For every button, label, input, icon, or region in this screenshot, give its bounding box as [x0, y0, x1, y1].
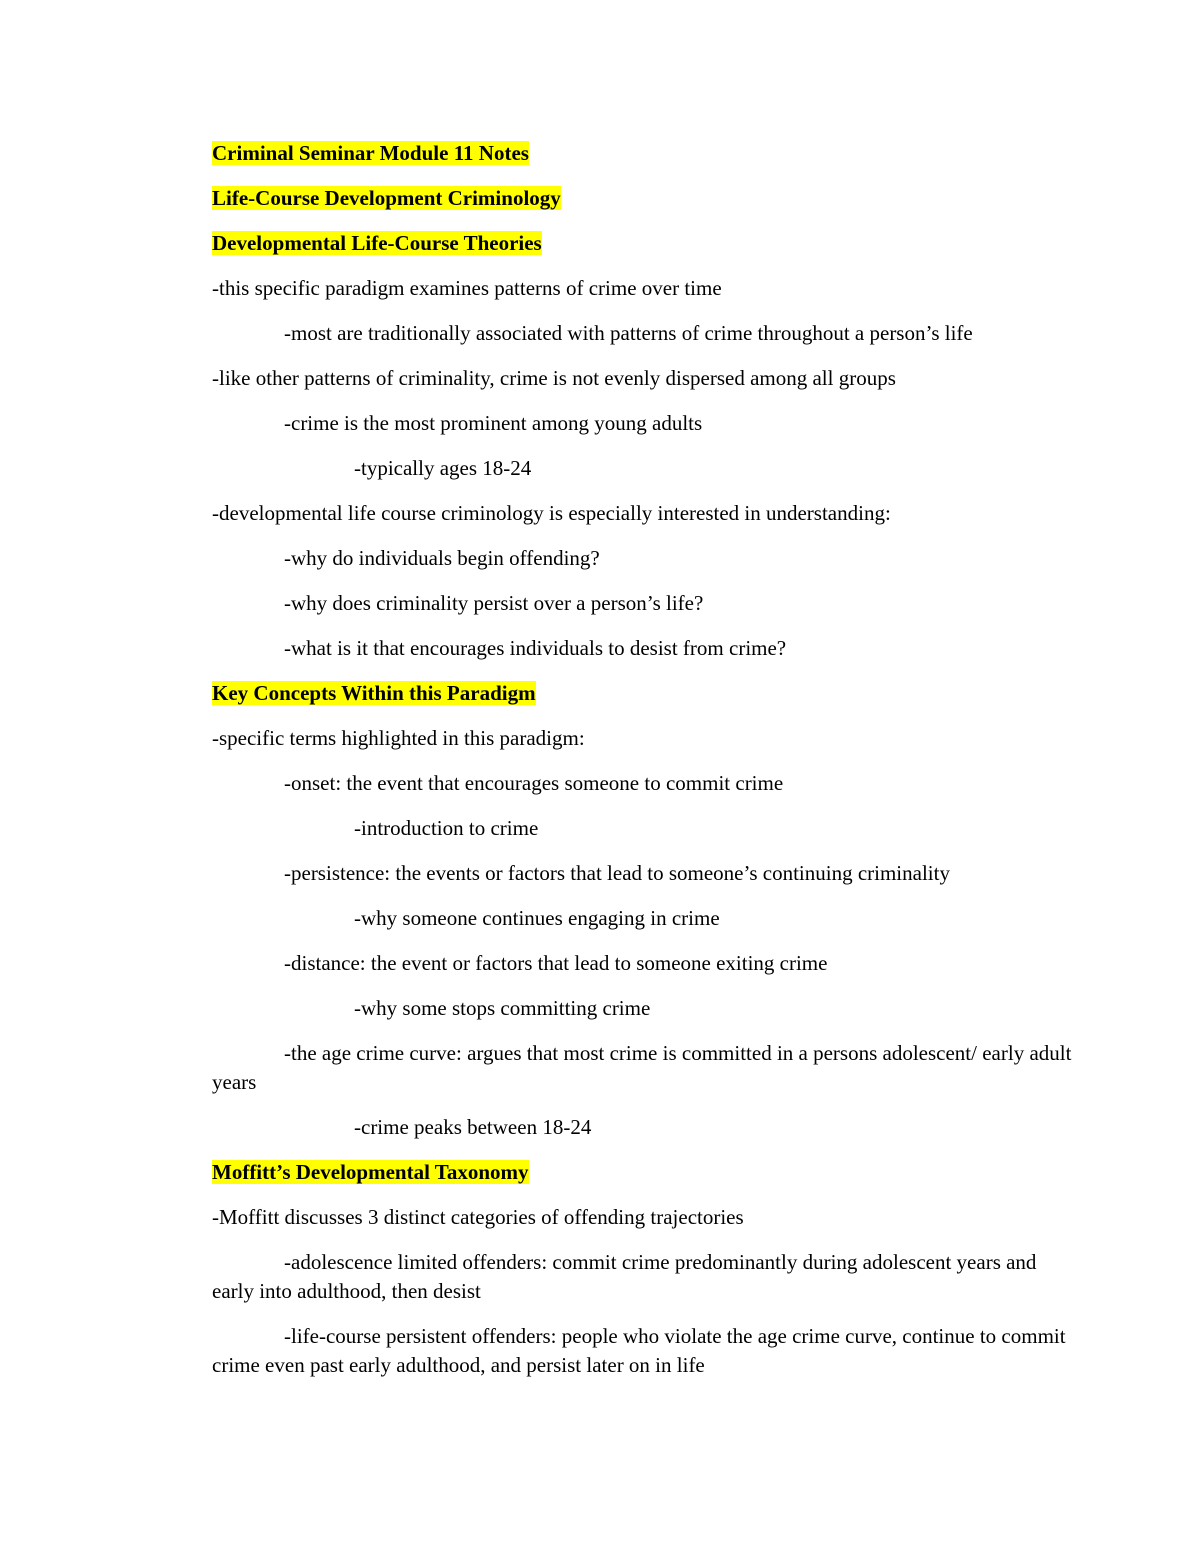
note-line: -adolescence limited offenders: commit crime predominantly during adolescent years and early into adulthood, then desist	[212, 1250, 1037, 1303]
note-line: -why some stops committing crime	[354, 996, 651, 1020]
note-line: -developmental life course criminology is especially interested in understanding:	[212, 501, 891, 525]
note-line: -the age crime curve: argues that most crime is committed in a persons adolescent/ early adult years	[212, 1041, 1072, 1094]
section-heading-moffitt: Moffitt’s Developmental Taxonomy	[212, 1160, 529, 1184]
document-title	[212, 139, 1072, 168]
note-line: -specific terms highlighted in this paradigm:	[212, 726, 585, 750]
document-page	[212, 139, 1072, 1396]
subtitle-highlight: Life-Course Development Criminology	[212, 186, 561, 210]
note-line: -most are traditionally associated with patterns of crime throughout a person’s life	[284, 321, 973, 345]
note-line: -why do individuals begin offending?	[284, 546, 600, 570]
section-heading-key-concepts: Key Concepts Within this Paradigm	[212, 681, 536, 705]
note-line: -Moffitt discusses 3 distinct categories of offending trajectories	[212, 1205, 744, 1229]
note-line: -introduction to crime	[354, 816, 539, 840]
note-line: -crime is the most prominent among young adults	[284, 411, 703, 435]
note-line: -what is it that encourages individuals to desist from crime?	[284, 636, 787, 660]
note-line: -this specific paradigm examines patterns of crime over time	[212, 276, 722, 300]
section-heading-developmental: Developmental Life-Course Theories	[212, 231, 542, 255]
note-line: -why does criminality persist over a person’s life?	[284, 591, 704, 615]
note-line: -why someone continues engaging in crime	[354, 906, 720, 930]
title-highlight: Criminal Seminar Module 11 Notes	[212, 141, 529, 165]
note-line: -onset: the event that encourages someone to commit crime	[284, 771, 784, 795]
note-line: -persistence: the events or factors that lead to someone’s continuing criminality	[284, 861, 950, 885]
note-line: -distance: the event or factors that lead to someone exiting crime	[284, 951, 828, 975]
note-line: -life-course persistent offenders: people who violate the age crime curve, continue to commit crime even past early adulthood, and persist later on in life	[212, 1324, 1066, 1377]
note-line: -like other patterns of criminality, crime is not evenly dispersed among all groups	[212, 366, 896, 390]
document-subtitle	[212, 184, 1072, 213]
note-line: -typically ages 18-24	[354, 456, 532, 480]
note-line: -crime peaks between 18-24	[354, 1115, 592, 1139]
